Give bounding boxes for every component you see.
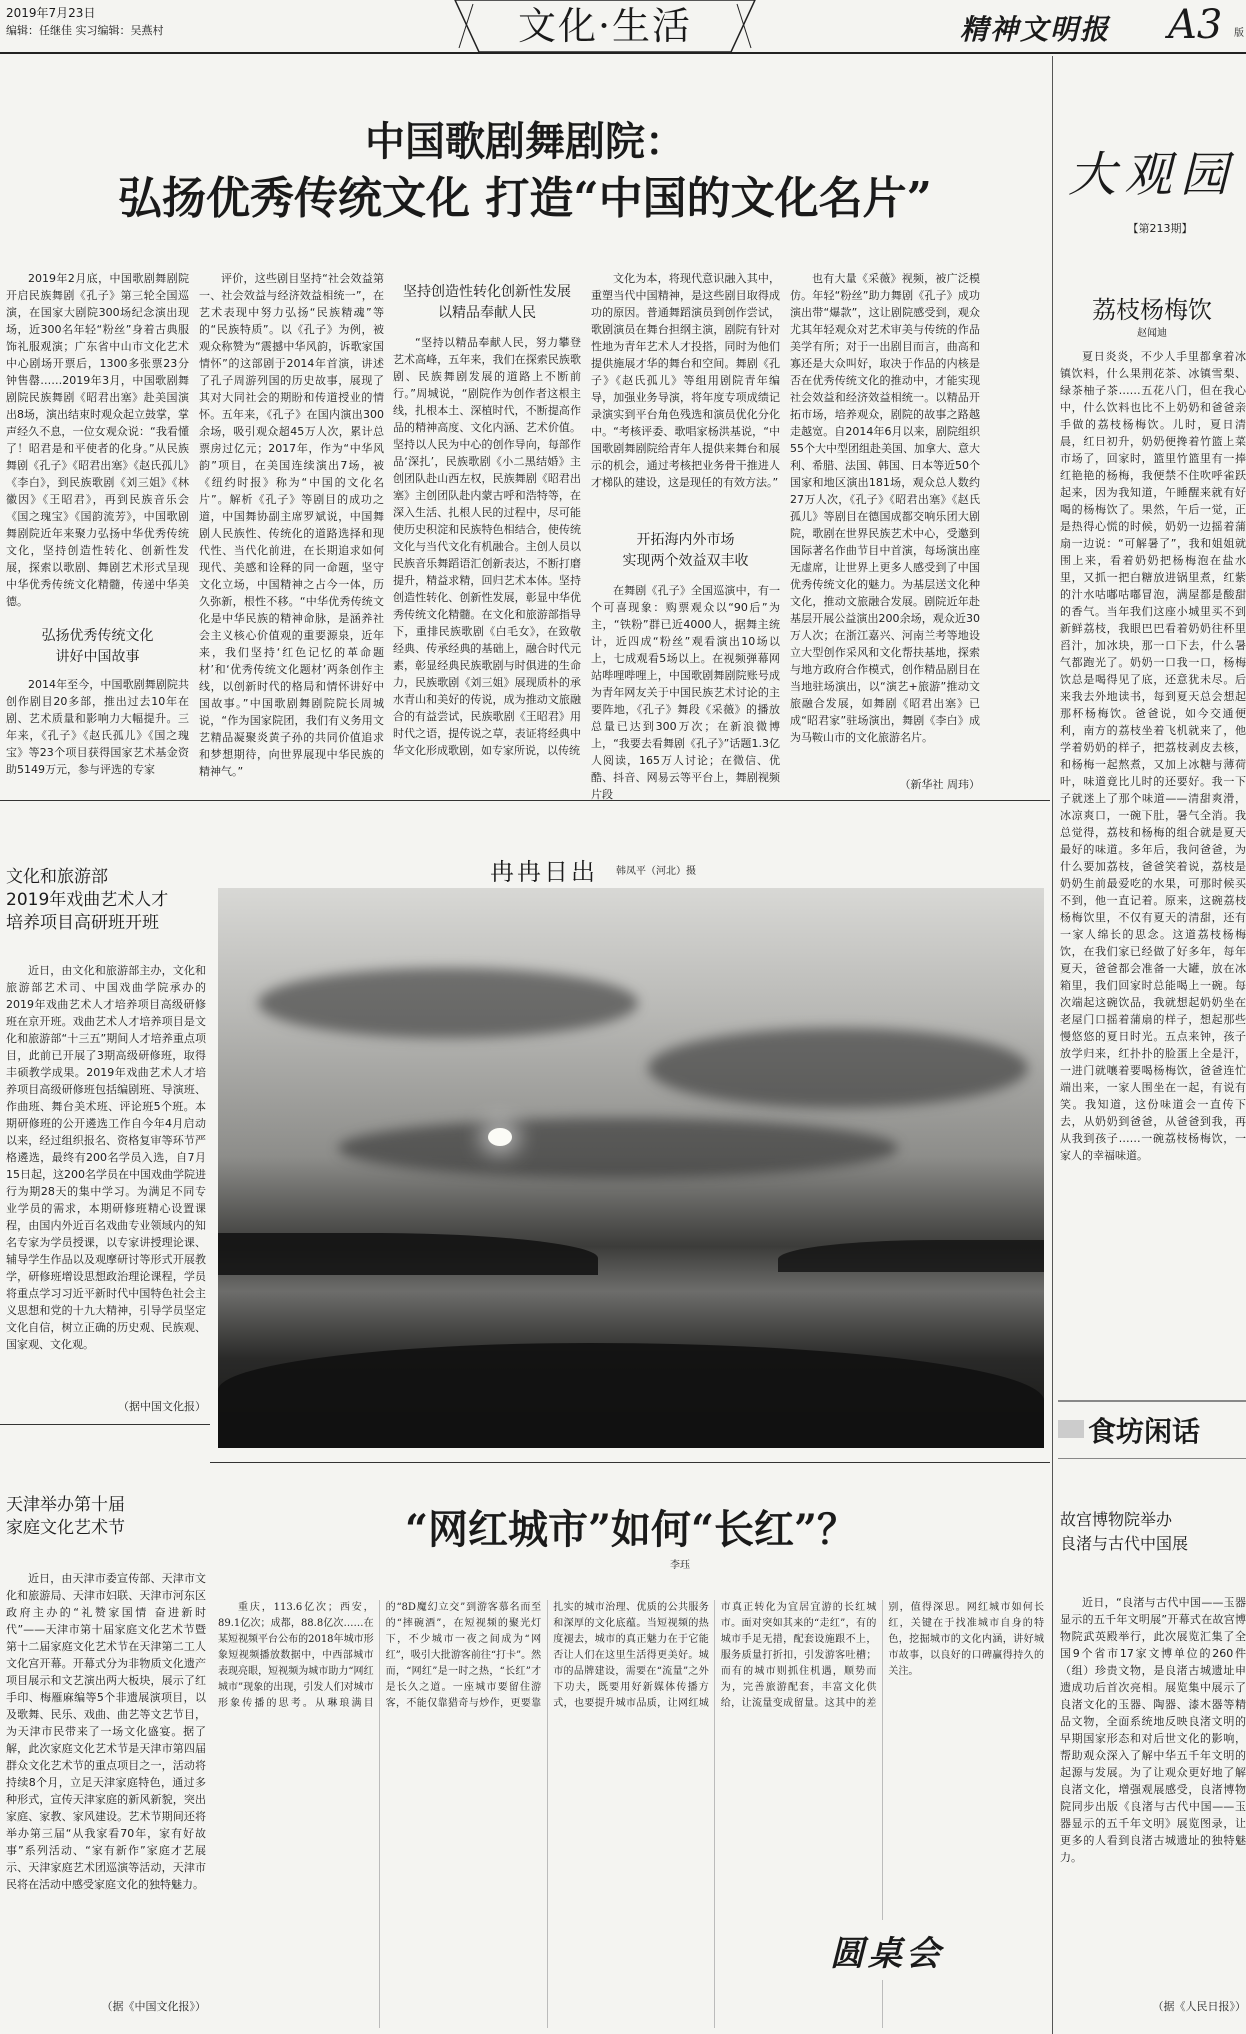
photo-cloud-2 (648, 1028, 1028, 1108)
left-article2-body (6, 1570, 206, 1990)
column-issue: 【第213期】 (1127, 222, 1193, 235)
lead-col4-text: 文化为本，将现代意识融入其中，重塑当代中国精神，是这些剧目取得成功的原因。普通舞蹈演员到创作尝试，歌剧演员在舞台担纲主演，剧院有针对性地为青年艺术人才投搭，同时为他们提供施展才华的舞台和空间。舞剧《孔子》《赵氏孤儿》等组用剧院青年编导，加强业务导演，将年度专项成绩记录演实到平台角色残选和演员优化分化中。“考核评委、歌唱家杨洪基说，“中国歌剧舞剧院给青年人提供来舞台和展示的机会，通过考核把业务骨干推进人才梯队的建设，这是现任的有效方法。” (591, 272, 780, 489)
food-banner-bar (1058, 1420, 1084, 1438)
exhibit-credit: （据《人民日报》） (1152, 2000, 1246, 2013)
left-article2-text: 近日，由天津市委宣传部、天津市文化和旅游局、天津市妇联、天津市河东区政府主办的“礼赞家国情 奋进新时代”——天津市第十届家庭文化艺术节暨第十二届家庭文化艺术节在天津第二工人文化宫开幕。开幕式分为非物质文化遗产项目展示和文艺演出两大板块，展示了红手印、梅雁麻编等5个非遗展演项目，以及歌舞、民乐、戏曲、曲艺等文艺节目，为天津市民带来了一场文化盛宴。据了解，此次家庭文化艺术节是天津市第四届群众文化艺术节的重点项目之一，活动将持续8个月，立足天津家庭特色，通过多种形式，宣传天津家庭的新风新貌，突出家庭、家教、家风建设。艺术节期间还将举办第三届“从我家看70年，家有好故事”系列活动、“家有新作”家庭才艺展示、天津家庭艺术团巡演等活动，天津市民将在活动中感受家庭文化的独特魅力。 (6, 1572, 206, 1891)
photo-cloud-3 (338, 1118, 898, 1178)
lead-col2-text: 评价，这些剧目坚持“社会效益第一、社会效益与经济效益相统一”，在艺术表现中努力弘扬“民族精魂”等的“民族特质”。以《孔子》为例，被观众称赞为“震撼中华风韵，诉歌家国情怀”的这部剧于2014年首演，讲述了孔子周游列国的历史故事，展现了其对大同社会的期盼和传道授业的情怀。五年来，《孔子》在国内演出300余场，吸引观众超45万人次，累计总票房过亿元；2017年，作为“中华风韵”项目，在美国连续演出7场，被《纽约时报》称为“中国的文化名片”。解析《孔子》等剧目的成功之道，中国舞协副主席罗斌说，中国舞剧人民族性、传统化的道路选择和现代性、当代化前进，在长期追求如何现代、美感和诠释的同一命题，坚守文化立场，中国精神之占今一体，历久弥新，根性不移。“中华优秀传统文化是中华民族的精神命脉，是涵养社会主义核心价值观的重要源泉，近年来，我们坚持‘红色记忆的革命题材’和‘优秀传统文化题材’两条创作主线，以创新时代的格局和情怀讲好中国故事。”中国歌剧舞剧院院长周城说，“作为国家院团，我们有义务用文艺精品凝聚炎黄子孙的共同价值追求和梦想期待，向世界展现中华民族的精神气。” (199, 272, 384, 778)
left-article2-title: 天津举办第十届 家庭文化艺术节 (6, 1495, 125, 1538)
photo-bottom-rule (210, 1462, 1050, 1463)
lead-col1-text: 2019年2月底，中国歌剧舞剧院开启民族舞剧《孔子》第三轮全国巡演，在国家大剧院300场纪念演出现场，近300名年轻“粉丝”身着古典服饰礼服观演；广东省中山市文化艺术中心剧场开票后，1300多张票23分钟售罄……2019年3月，中国歌剧舞剧院民族舞剧《昭君出塞》赴美国演出8场，演出结束时观众起立鼓掌，掌声经久不息，一位女观众说：“我看懂了！昭君是和平使者的化身。”从民族舞剧《孔子》《昭君出塞》《赵氏孤儿》《李白》，到民族歌剧《刘三姐》《林徽因》《王昭君》，再到民族音乐会《国之瑰宝》《国韵流芳》，中国歌剧舞剧院近年来聚力弘扬中华优秀传统文化，坚持创造性转化、创新性发展，探索以歌剧、舞剧艺术形式呈现中华优秀传统文化精髓，传递中华美德。 (6, 272, 189, 608)
essay-badge-text: 圆桌会 (830, 1934, 944, 1974)
column-title: 荔枝杨梅饮 (1092, 296, 1212, 324)
photo-headland-left (218, 1233, 598, 1275)
lead-subhead-2: 坚持创造性转化创新性发展 以精品奉献人民 (403, 284, 571, 321)
photo-sun (488, 1128, 512, 1146)
photo-headland-right (778, 1240, 1044, 1272)
lead-col5 (790, 270, 980, 778)
section-banner (455, 0, 755, 52)
masthead-logo: 精神文明报 (960, 13, 1111, 46)
left-article2-credit: （据《中国文化报》） (101, 2000, 206, 2013)
header-rule (0, 52, 1246, 54)
lead-headline-line1: 中国歌剧舞剧院： (365, 118, 685, 165)
left-article1-text: 近日，由文化和旅游部主办，文化和旅游部艺术司、中国戏曲学院承办的2019年戏曲艺术人才培养项目高级研修班在京开班。戏曲艺术人才培养项目是文化和旅游部“十三五”期间人才培养重点项目，此前已开展了3期高级研修班，取得丰硕教学成果。2019年戏曲艺术人才培养项目高级研修班包括编剧班、导演班、作曲班、舞台美术班、评论班5个班。本期研修班的公开遴选工作自今年4月启动以来，经过组织报名、资格复审等环节严格遴选，最终有200名学员入选，自7月15日起，这200名学员在中国戏曲学院进行为期28天的集中学习。为满足不同专业学员的需求，本期研修班精心设置课程，由国内外近百名戏曲专业领域内的知名专家为学员授课，以专家讲授理论课、辅导学生作品以及观摩研讨等形式开展教学，研修班增设思想政治理论课程，学员将重点学习习近平新时代中国特色社会主义思想和党的十九大精神，引导学员坚定文化自信，树立正确的历史观、民族观、国家观、文化观。 (6, 964, 206, 1351)
lead-subhead-3: 开拓海内外市场 实现两个效益双丰收 (622, 532, 749, 569)
column-logo: 大观园 (1067, 147, 1236, 203)
lead-col1b (6, 676, 189, 792)
lead-credit: （新华社 周玮） (899, 778, 980, 791)
page-suffix: 版 (1234, 28, 1244, 39)
lead-col4 (591, 270, 780, 522)
lead-col4b (591, 582, 780, 801)
photo-foreshore (218, 1343, 1044, 1448)
photo-cloud-1 (258, 968, 638, 1038)
lead-col3-text: “坚持以精品奉献人民，努力攀登艺术高峰，五年来，我们在探索民族歌剧、民族舞剧发展的道路上不断前行。”周城说，“剧院作为创作者这根主线，扎根本土、深植时代，不断提高作品的精神高度、文化内涵、艺术价值。坚持以人民为中心的创作导向，每部作品‘深扎’，民族歌剧《小二黑结婚》主创团队赴山西左权，民族舞剧《昭君出塞》主创团队赴内蒙古呼和浩特等，在深入生活、扎根人民的过程中，尽可能使历史积淀和民族特色相结合，使传统文化与当代文化有机融合。主创人员以民族音乐舞蹈语汇创新表达，不断打磨提升，精益求精，回归艺术本体。坚持创造性转化、创新性发展，彰显中华优秀传统文化精髓。在文化和旅游部指导下，重排民族歌剧《白毛女》，在致敬经典、传承经典的基础上，融合时代元素，彰显经典民族歌剧与时俱进的生命力，民族歌剧《刘三姐》展现质朴的承水青山和美好的传说，成为推动文旅融合的有益尝试，民族歌剧《王昭君》用时代之语，提传说之草，表证将经典中华文化形成歌剧，如专家所说，以传统 (393, 336, 581, 757)
lead-col3 (393, 334, 581, 792)
essay-title: “网红城市”如何“长红”？ (404, 1506, 858, 1553)
lead-col1b-text: 2014年至今，中国歌剧舞剧院共创作剧目20多部，推出过去10年在剧、艺术质量和影响力大幅提升。三年来，《孔子》《赵氏孤儿》《国之瑰宝》等23个项目获得国家艺术基金资助5149万元，参与评选的专家 (6, 678, 189, 776)
lead-subhead-1: 弘扬优秀传统文化 讲好中国故事 (41, 628, 154, 665)
lead-col2 (199, 270, 384, 792)
lead-col1 (6, 270, 189, 622)
column-author: 赵闻迪 (1137, 328, 1167, 339)
section-title: 文化·生活 (517, 4, 693, 48)
exhibit-title: 故宫博物院举办 良渚与古代中国展 (1060, 1510, 1189, 1553)
left-article1-rule (0, 1424, 210, 1425)
photo-author: 韩凤平（河北）摄 (616, 866, 696, 877)
lead-col4b-text: 在舞剧《孔子》全国巡演中，有一个可喜现象：购票观众以“90后”为主，“铁粉”群已近4000人，据舞主统计，近四成“粉丝”观看演出10场以上，七成观看5场以上。在视频弹幕网站哔哩哔哩上，中国歌剧舞剧院账号成为青年网友关于中国民族艺术讨论的主要阵地，《孔子》舞段《采薇》的播放总量已达到300万次；在新浪微博上，“我要去看舞剧《孔子》”话题1.3亿人阅读，165万人讨论；在微信、优酷、抖音、网易云等平台上，舞剧视频片段 (591, 584, 780, 801)
photo-title: 冉冉日出 (490, 858, 598, 886)
exhibit-body-text: 近日，“良渚与古代中国——玉器显示的五千年文明展”开幕式在故宫博物院武英殿举行，此次展览汇集了全国9个省市17家文博单位的260件（组）珍贵文物，是良渚古城遗址申遗成功后首次亮相。展览集中展示了良渚文化的玉器、陶器、漆木器等精品文物，全面系统地反映良渚文明的早期国家形态和对后世文化的影响，帮助观众深入了解中华五千年文明的起源与发展。为了让观众更好地了解良渚文化，增强观展感受，良渚博物院同步出版《良渚与古代中国——玉器显示的五千年文明》展览图录，让更多的人看到良渚古城遗址的独特魅力。 (1060, 1596, 1246, 1864)
page-number: A3 (1168, 2, 1223, 48)
sunrise-photo (218, 888, 1044, 1448)
right-column-divider (1052, 56, 1053, 2034)
exhibit-body (1060, 1594, 1246, 1990)
essay-author: 李珏 (670, 1560, 690, 1571)
column-body (1060, 348, 1246, 1378)
food-banner (1058, 1400, 1246, 1459)
header-date: 2019年7月23日 (6, 6, 96, 20)
left-article1-credit: （据中国文化报） (118, 1400, 206, 1413)
left-article1-body (6, 962, 206, 1390)
food-banner-text: 食坊闲话 (1088, 1415, 1201, 1448)
column-body-text: 夏日炎炎，不少人手里都拿着冰镇饮料，什么果荆花茶、冰镇雪梨、绿茶柚子茶……五花八门，但在我心中，什么饮料也比不上奶奶和爸爸亲手做的荔枝杨梅饮。儿时，夏日清晨，红日初升，奶奶便搀着竹篮上菜市场了，回家时，篮里竹篮里有一捧红艳艳的杨梅，我便禁不住吹呼雀跃起来，因为我知道，午睡醒来就有好喝的杨梅饮了。果然，午后一觉，正是热得心慌的时候，奶奶一边摇着蒲扇一边说：“可解暑了”，我和姐姐就围上来，看着奶奶把杨梅泡在盐水里，又抓一把白糖放进锅里煮，红紫的汁水咕嘟咕嘟冒泡，满屋都是酸甜的香气。当年我们这座小城里买不到新鲜荔枝，我眼巴巴看着奶奶往杯里舀汁，加冰块，那一口下去，什么暑气都跑光了。奶奶一口我一口，杨梅饮总是喝得见了底，还意犹未尽。后来我去外地读书，每到夏天总会想起那杯杨梅饮。爸爸说，如今交通便利，南方的荔枝坐着飞机就来了，他学着奶奶的样子，把荔枝剥皮去核，和杨梅一起熬煮，又加上冰糖与薄荷叶，味道竟比儿时的还要好。我一下子就迷上了那个味道——清甜爽滑，冰凉爽口，一碗下肚，暑气全消。我总觉得，荔枝和杨梅的组合就是夏天最好的味道。多年后，我问爸爸，为什么要加荔枝，爸爸笑着说，荔枝是奶奶生前最爱吃的水果，可那时候买不到，他一直记着。原来，这碗荔枝杨梅饮里，不仅有夏天的清甜，还有一家人绵长的思念。这道荔枝杨梅饮，在我们家已经做了好多年，每年夏天，爸爸都会准备一大罐，放在冰箱里，我们回家时总能喝上一碗。每次端起这碗饮品，我就想起奶奶坐在老屋门口摇着蒲扇的样子，想起那些慢悠悠的夏日时光。五点来钟，孩子放学归来，红扑扑的脸蛋上全是汗，一进门就嚷着要喝杨梅饮，爸爸连忙端出来，一家人围坐在一起，有说有笑。我知道，这份味道会一直传下去，从奶奶到爸爸，从爸爸到我，再从我到孩子……一碗荔枝杨梅饮，一家人的幸福味道。 (1060, 350, 1246, 1162)
essay-badge (820, 1920, 1000, 1980)
lead-col5-text: 也有大量《采薇》视频，被广泛模仿。年轻“粉丝”助力舞剧《孔子》成功演出带“爆款”，这让剧院感受到，观众尤其年轻观众对艺术审美与传统的作品美学有所；对于一出剧目而言，曲高和寡还是大众叫好，取决于作品的内核是否在优秀传统文化的推动中，才能实现社会效益和经济效益相统一。以精品开拓市场，培养观众，剧院的故事之路越走越宽。自2014年6月以来，剧院组织55个大中型团组赴美国、加拿大、意大利、希腊、法国、韩国、日本等近50个国家和地区演出181场，观众总人数约27万人次，《孔子》《昭君出塞》《赵氏孤儿》等剧目在德国成都交响乐团大剧院，歌剧在世界民族艺术中心，受邀到国际著名作曲节目中首演，每场演出座无虚席，让世界上更多人感受到了中国优秀传统文化的魅力。为基层送文化种文化，推动文旅融合发展。剧院近年赴基层开展公益演出200余场，观众近30万人次；在浙江嘉兴、河南兰考等地设立大型创作采风和文化帮扶基地，探索与地方政府合作模式，创作精品剧目在当地驻场演出，以“演艺+旅游”推动文旅融合发展，如舞剧《昭君出塞》已成“昭君家”驻场演出，舞剧《李白》成为马鞍山市的文化旅游名片。 (790, 272, 980, 744)
lead-bottom-rule (0, 800, 1050, 801)
lead-headline-line2: 弘扬优秀传统文化 打造“中国的文化名片” (118, 173, 932, 224)
essay-text: 重庆，113.6亿次；西安，89.1亿次；成都，88.8亿次……在某短视频平台公布的2018年城市形象短视频播放数据中，中西部城市表现亮眼，短视频为城市助力“网红城市”现象的出现，引发人们对城市形象传播的思考。从琳琅满目的“8D魔幻立交”到游客慕名而至的“摔碗酒”，在短视频的聚光灯下，不少城市一夜之间成为“网红”，吸引大批游客前往“打卡”。然而，“网红”是一时之热，“长红”才是长久之道。一座城市要留住游客，不能仅靠猎奇与炒作，更要靠扎实的城市治理、优质的公共服务和深厚的文化底蕴。当短视频的热度褪去，城市的真正魅力在于它能否让人们在这里生活得更美好。城市的品牌建设，需要在“流量”之外下功夫，既要用好新媒体传播方式，也要提升城市品质，让网红城市真正转化为宜居宜游的长红城市。面对突如其来的“走红”，有的城市手足无措，配套设施跟不上，服务质量打折扣，引发游客吐槽；而有的城市则抓住机遇，顺势而为，完善旅游配套，丰富文化供给，让流量变成留量。这其中的差别，值得深思。网红城市如何长红，关键在于找准城市自身的特色，挖掘城市的文化内涵，讲好城市故事，以良好的口碑赢得持久的关注。 (218, 1602, 1044, 1709)
left-article1-title: 文化和旅游部 2019年戏曲艺术人才 培养项目高研班开班 (6, 867, 169, 933)
header-editors: 编辑：任继佳 实习编辑：吴燕村 (6, 24, 164, 37)
